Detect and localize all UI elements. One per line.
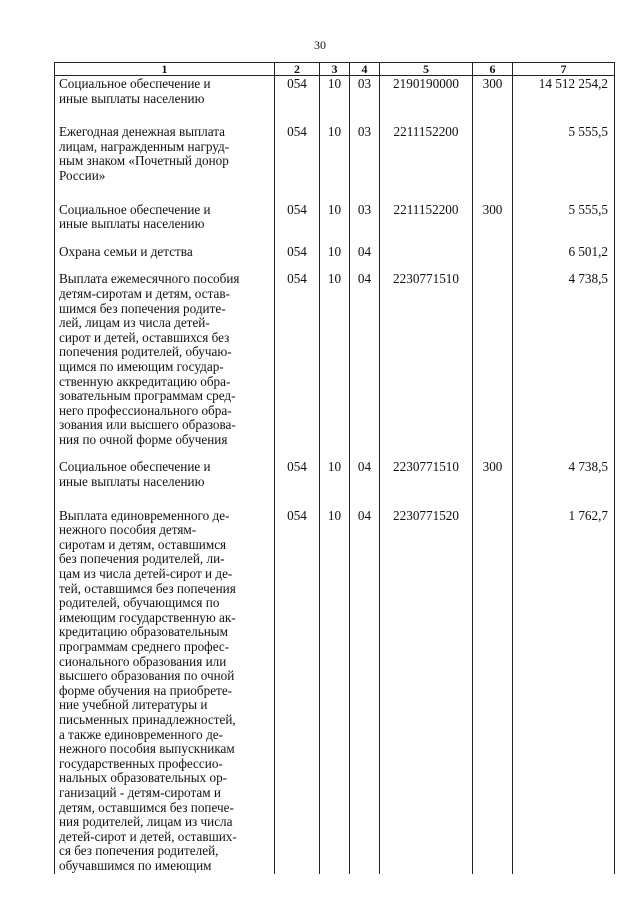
spacer-cell bbox=[513, 184, 615, 202]
spacer-cell bbox=[513, 232, 615, 244]
spacer-cell bbox=[320, 106, 350, 124]
row-name-line: детей-сирот и детей, оставших- bbox=[59, 828, 237, 844]
row-name-line: форме обучения на приобрете- bbox=[59, 682, 233, 698]
row-amount: 4 738,5 bbox=[513, 271, 615, 447]
row-name-line: цам из числа детей-сирот и де- bbox=[59, 566, 233, 582]
row-subsection-code: 04 bbox=[350, 271, 380, 447]
row-name-line: ным знаком «Почетный донор bbox=[59, 153, 229, 169]
table-body bbox=[55, 76, 615, 874]
row-section-code: 10 bbox=[320, 76, 350, 107]
table-row bbox=[55, 244, 615, 260]
row-name-line: Социальное обеспечение и bbox=[59, 76, 211, 91]
budget-table bbox=[54, 62, 615, 874]
row-name-line: Социальное обеспечение и bbox=[59, 459, 211, 475]
row-ved-code: 054 bbox=[275, 76, 320, 107]
spacer-cell bbox=[380, 447, 473, 459]
row-amount: 5 555,5 bbox=[513, 202, 615, 232]
row-name-line: зовательным программам сред- bbox=[59, 388, 236, 404]
row-name bbox=[55, 244, 275, 260]
row-name bbox=[55, 508, 275, 874]
column-header-rz: 3 bbox=[320, 63, 350, 76]
spacer-cell bbox=[473, 184, 513, 202]
spacer-cell bbox=[380, 259, 473, 271]
row-name-line: сионального образования или bbox=[59, 653, 227, 669]
spacer-cell bbox=[473, 490, 513, 508]
row-name-line: попечения родителей, обучаю- bbox=[59, 344, 232, 360]
row-name-line: ственную аккредитацию обра- bbox=[59, 373, 231, 389]
column-header-csr: 5 bbox=[380, 63, 473, 76]
row-name-line: письменных принадлежностей, bbox=[59, 711, 236, 727]
spacer-cell bbox=[350, 232, 380, 244]
row-name-line: а также единовременного де- bbox=[59, 726, 224, 742]
row-name-line: нежного пособия детям- bbox=[59, 522, 197, 538]
row-subsection-code: 03 bbox=[350, 202, 380, 232]
column-header-pr: 4 bbox=[350, 63, 380, 76]
row-target-article-code: 2230771520 bbox=[380, 508, 473, 874]
row-name-line: высшего образования по очной bbox=[59, 668, 235, 684]
row-name-line: зования или высшего образова- bbox=[59, 417, 236, 433]
row-amount: 14 512 254,2 bbox=[513, 76, 615, 107]
row-expense-type-code: 300 bbox=[473, 459, 513, 489]
row-name-line: ганизаций - детям-сиротам и bbox=[59, 784, 221, 800]
spacer-cell bbox=[350, 106, 380, 124]
row-name-line: ния родителей, лицам из числа bbox=[59, 814, 233, 830]
spacer-cell bbox=[350, 490, 380, 508]
row-name bbox=[55, 76, 275, 107]
spacer-cell bbox=[55, 106, 275, 124]
spacer-cell bbox=[473, 447, 513, 459]
spacer-cell bbox=[380, 232, 473, 244]
spacer-cell bbox=[55, 490, 275, 508]
row-name-line: государственных профессио- bbox=[59, 755, 223, 771]
row-name bbox=[55, 202, 275, 232]
spacer-cell bbox=[320, 490, 350, 508]
row-ved-code: 054 bbox=[275, 508, 320, 874]
row-ved-code: 054 bbox=[275, 271, 320, 447]
row-ved-code: 054 bbox=[275, 124, 320, 183]
row-subsection-code: 03 bbox=[350, 76, 380, 107]
spacer-cell bbox=[473, 232, 513, 244]
row-section-code: 10 bbox=[320, 124, 350, 183]
row-name-line: тей, оставшимся без попечения bbox=[59, 580, 236, 596]
row-target-article-code: 2230771510 bbox=[380, 271, 473, 447]
row-expense-type-code: 300 bbox=[473, 76, 513, 107]
table-row bbox=[55, 76, 615, 107]
row-name-line: иные выплаты населению bbox=[59, 90, 205, 106]
row-ved-code: 054 bbox=[275, 244, 320, 260]
row-name-line: сиротам и детям, оставшимся bbox=[59, 536, 227, 552]
row-name-line: ся без попечения родителей, bbox=[59, 843, 219, 859]
row-name-line: него профессионального обра- bbox=[59, 402, 232, 418]
row-name-line: программам среднего профес- bbox=[59, 639, 230, 654]
row-subsection-code: 03 bbox=[350, 124, 380, 183]
row-name-line: Охрана семьи и детства bbox=[59, 243, 193, 259]
spacer-cell bbox=[320, 232, 350, 244]
row-subsection-code: 04 bbox=[350, 459, 380, 489]
row-name-line: Ежегодная денежная выплата bbox=[59, 124, 225, 140]
spacer-cell bbox=[320, 447, 350, 459]
row-spacer bbox=[55, 232, 615, 244]
row-spacer bbox=[55, 184, 615, 202]
row-subsection-code: 04 bbox=[350, 244, 380, 260]
table-row bbox=[55, 459, 615, 489]
row-amount: 1 762,7 bbox=[513, 508, 615, 874]
row-spacer bbox=[55, 259, 615, 271]
row-name-line: кредитацию образовательным bbox=[59, 624, 229, 640]
spacer-cell bbox=[350, 259, 380, 271]
row-amount: 6 501,2 bbox=[513, 244, 615, 260]
spacer-cell bbox=[55, 232, 275, 244]
row-name-line: ние учебной литературы и bbox=[59, 697, 208, 713]
row-expense-type-code bbox=[473, 244, 513, 260]
spacer-cell bbox=[473, 106, 513, 124]
table-row bbox=[55, 202, 615, 232]
column-header-vr: 6 bbox=[473, 63, 513, 76]
row-target-article-code: 2211152200 bbox=[380, 202, 473, 232]
table-header-row bbox=[55, 63, 615, 76]
row-expense-type-code bbox=[473, 508, 513, 874]
row-name-line: без попечения родителей, ли- bbox=[59, 551, 225, 567]
row-target-article-code: 2230771510 bbox=[380, 459, 473, 489]
row-section-code: 10 bbox=[320, 202, 350, 232]
row-name bbox=[55, 271, 275, 447]
row-name-line: нежного пособия выпускникам bbox=[59, 741, 235, 757]
spacer-cell bbox=[513, 490, 615, 508]
row-ved-code: 054 bbox=[275, 459, 320, 489]
spacer-cell bbox=[275, 184, 320, 202]
row-spacer bbox=[55, 106, 615, 124]
row-target-article-code bbox=[380, 244, 473, 260]
row-name bbox=[55, 124, 275, 183]
spacer-cell bbox=[55, 259, 275, 271]
spacer-cell bbox=[380, 106, 473, 124]
row-name-line: иные выплаты населению bbox=[59, 216, 205, 232]
row-name-line: Выплата единовременного де- bbox=[59, 507, 230, 523]
spacer-cell bbox=[473, 259, 513, 271]
row-name-line: ния по очной форме обучения bbox=[59, 431, 228, 447]
spacer-cell bbox=[275, 106, 320, 124]
spacer-cell bbox=[55, 447, 275, 459]
spacer-cell bbox=[513, 447, 615, 459]
row-name bbox=[55, 459, 275, 489]
row-name-line: родителей, обучающимся по bbox=[59, 595, 220, 611]
spacer-cell bbox=[513, 259, 615, 271]
row-spacer bbox=[55, 447, 615, 459]
row-ved-code: 054 bbox=[275, 202, 320, 232]
table-row bbox=[55, 271, 615, 447]
row-name-line: лей, лицам из числа детей- bbox=[59, 315, 210, 331]
row-section-code: 10 bbox=[320, 508, 350, 874]
row-name-line: нальных образовательных ор- bbox=[59, 770, 228, 786]
spacer-cell bbox=[350, 184, 380, 202]
column-header-sum: 7 bbox=[513, 63, 615, 76]
row-spacer bbox=[55, 490, 615, 508]
row-name-line: шимся без попечения родите- bbox=[59, 300, 226, 316]
row-target-article-code: 2211152200 bbox=[380, 124, 473, 183]
spacer-cell bbox=[275, 447, 320, 459]
row-section-code: 10 bbox=[320, 459, 350, 489]
row-name-line: детям-сиротам и детям, остав- bbox=[59, 285, 230, 301]
spacer-cell bbox=[320, 259, 350, 271]
spacer-cell bbox=[275, 232, 320, 244]
row-name-line: Выплата ежемесячного пособия bbox=[59, 271, 240, 287]
spacer-cell bbox=[275, 490, 320, 508]
spacer-cell bbox=[275, 259, 320, 271]
table-row bbox=[55, 508, 615, 874]
row-target-article-code: 2190190000 bbox=[380, 76, 473, 107]
row-name-line: сирот и детей, оставшихся без bbox=[59, 329, 230, 345]
spacer-cell bbox=[513, 106, 615, 124]
spacer-cell bbox=[320, 184, 350, 202]
row-name-line: Социальное обеспечение и bbox=[59, 201, 211, 217]
spacer-cell bbox=[55, 184, 275, 202]
column-header-name: 1 bbox=[55, 63, 275, 76]
row-name-line: лицам, награжденным нагруд- bbox=[59, 138, 230, 154]
row-section-code: 10 bbox=[320, 244, 350, 260]
column-header-ved: 2 bbox=[275, 63, 320, 76]
row-amount: 5 555,5 bbox=[513, 124, 615, 183]
row-subsection-code: 04 bbox=[350, 508, 380, 874]
row-name-line: щимся по имеющим государ- bbox=[59, 358, 224, 374]
row-amount: 4 738,5 bbox=[513, 459, 615, 489]
row-expense-type-code bbox=[473, 271, 513, 447]
row-name-line: детям, оставшимся без попече- bbox=[59, 799, 234, 815]
table-row bbox=[55, 124, 615, 183]
row-section-code: 10 bbox=[320, 271, 350, 447]
spacer-cell bbox=[380, 184, 473, 202]
spacer-cell bbox=[380, 490, 473, 508]
spacer-cell bbox=[350, 447, 380, 459]
page-number: 30 bbox=[314, 38, 326, 52]
row-name-line: имеющим государственную ак- bbox=[59, 609, 236, 625]
row-name-line: обучавшимся по имеющим bbox=[59, 857, 212, 873]
row-expense-type-code bbox=[473, 124, 513, 183]
row-name-line: иные выплаты населению bbox=[59, 474, 205, 490]
row-name-line: России» bbox=[59, 167, 106, 183]
row-expense-type-code: 300 bbox=[473, 202, 513, 232]
